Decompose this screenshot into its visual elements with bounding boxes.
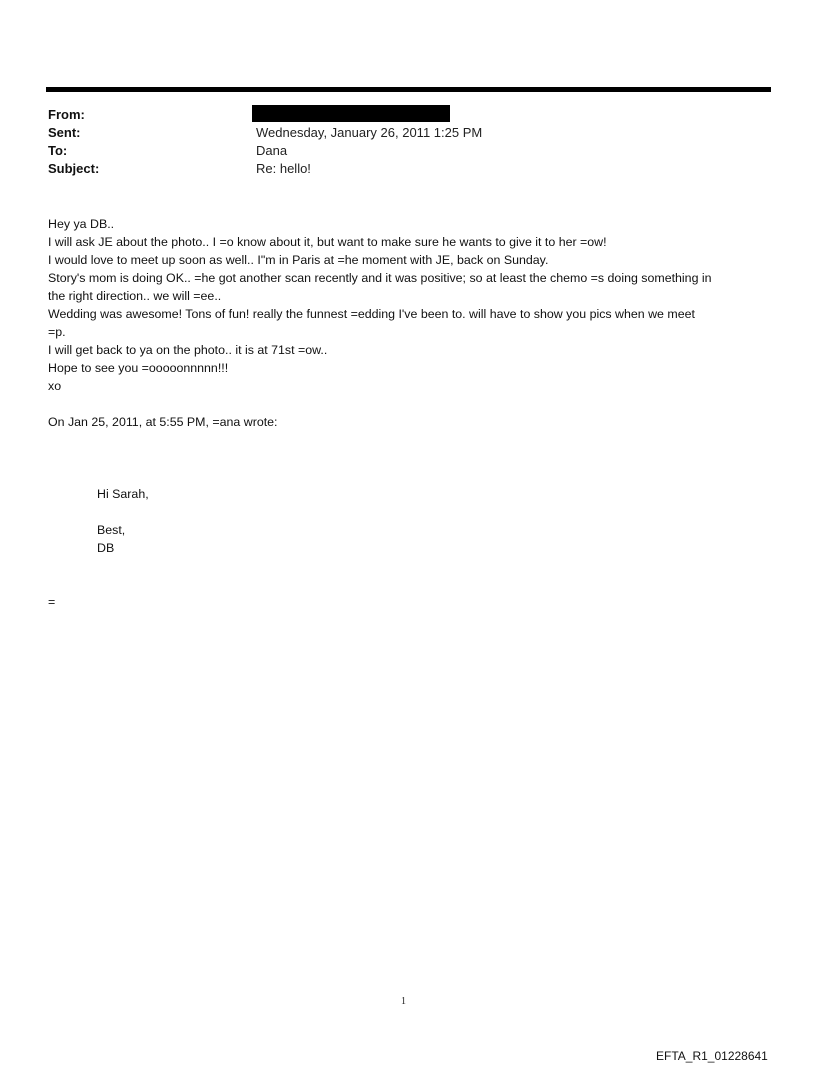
from-redaction-bar bbox=[252, 105, 450, 122]
quoted-signature: DB bbox=[97, 541, 115, 555]
subject-label: Subject: bbox=[48, 161, 100, 176]
trailing-character: = bbox=[48, 595, 56, 609]
reply-intro-line: On Jan 25, 2011, at 5:55 PM, =ana wrote: bbox=[48, 415, 278, 429]
body-line: the right direction.. we will =ee.. bbox=[48, 289, 222, 303]
sent-value: Wednesday, January 26, 2011 1:25 PM bbox=[256, 125, 483, 140]
to-value: Dana bbox=[256, 143, 288, 158]
quoted-signoff: Best, bbox=[97, 523, 126, 537]
quoted-greeting: Hi Sarah, bbox=[97, 487, 149, 501]
sent-label: Sent: bbox=[48, 125, 81, 140]
header-divider-rule bbox=[46, 87, 771, 92]
body-line: I would love to meet up soon as well.. I"m in Paris at =he moment with JE, back on Sunday. bbox=[48, 253, 549, 267]
body-line: I will ask JE about the photo.. I =o know about it, but want to make sure he wants to give it to her =ow! bbox=[48, 235, 607, 249]
body-line: =p. bbox=[48, 325, 66, 339]
from-label: From: bbox=[48, 107, 85, 122]
page-number: 1 bbox=[401, 996, 406, 1007]
body-line: Hey ya DB.. bbox=[48, 217, 115, 231]
body-line: xo bbox=[48, 379, 62, 393]
body-line: Story's mom is doing OK.. =he got another scan recently and it was positive; so at least the chemo =s doing something in bbox=[48, 271, 712, 285]
body-line: I will get back to ya on the photo.. it is at 71st =ow.. bbox=[48, 343, 328, 357]
body-line: Hope to see you =ooooonnnnn!!! bbox=[48, 361, 229, 375]
bates-number: EFTA_R1_01228641 bbox=[656, 1049, 768, 1063]
to-label: To: bbox=[48, 143, 68, 158]
body-line: Wedding was awesome! Tons of fun! really the funnest =edding I've been to. will have to show you pics when we meet bbox=[48, 307, 695, 321]
subject-value: Re: hello! bbox=[256, 161, 311, 176]
